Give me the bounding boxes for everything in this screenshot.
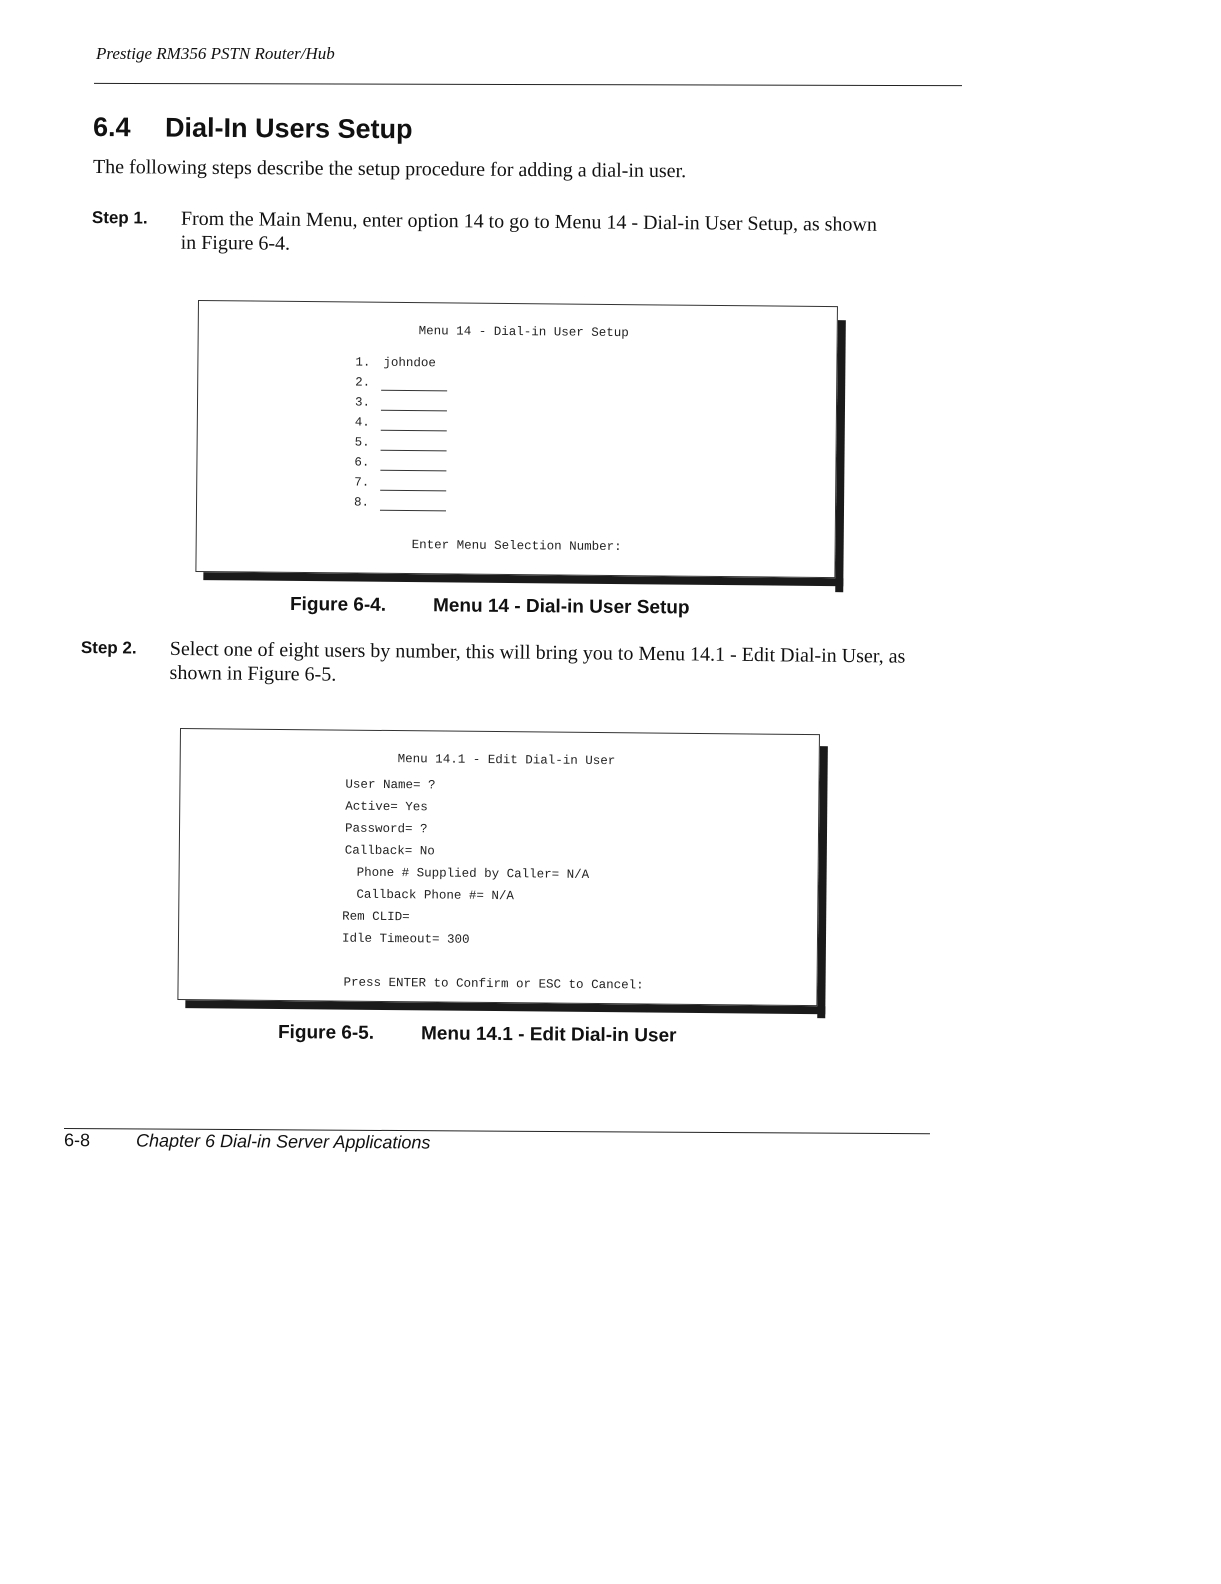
field-rem-clid: Rem CLID= [342, 909, 410, 925]
screen-title: Menu 14.1 - Edit Dial-in User [397, 752, 616, 769]
figure-6-5-screen [177, 728, 820, 1006]
caption-label: Figure 6-4. [289, 594, 387, 616]
page-footer [64, 1130, 431, 1154]
page-number: 6-8 [63, 1130, 91, 1151]
menu-item-number: 4. [354, 415, 370, 430]
running-header: Prestige RM356 PSTN Router/Hub [96, 44, 335, 63]
screen-title: Menu 14 - Dial-in User Setup [418, 324, 629, 341]
caption-title: Menu 14.1 - Edit Dial-in User [420, 1023, 677, 1047]
screen-frame [195, 300, 838, 578]
menu-item-number: 2. [355, 375, 371, 390]
section-heading [93, 112, 413, 145]
field-callback-phone: Callback Phone #= N/A [356, 887, 514, 904]
figure-6-4-caption [290, 594, 690, 619]
step-2 [80, 636, 911, 686]
menu-item-number: 8. [353, 495, 370, 510]
step-text: From the Main Menu, enter option 14 to go to Menu 14 - Dial-in User Setup, as shown in Figure 6-4. [180, 207, 877, 255]
field-active: Active= Yes [345, 799, 428, 815]
caption-label: Figure 6-5. [277, 1022, 375, 1044]
menu-item-number: 3. [354, 395, 371, 410]
field-password: Password= ? [344, 821, 428, 837]
section-number: 6.4 [92, 112, 131, 143]
menu-item-number: 6. [354, 455, 370, 470]
screen-prompt: Press ENTER to Confirm or ESC to Cancel: [343, 975, 644, 993]
menu-item-number: 5. [354, 435, 370, 450]
field-user-name: User Name= ? [345, 777, 436, 793]
chapter-title: Chapter 6 Dial-in Server Applications [135, 1130, 431, 1153]
menu-item-number: 7. [354, 475, 370, 490]
figure-6-5-caption [278, 1022, 677, 1047]
field-callback: Callback= No [344, 843, 435, 859]
figure-6-4-screen [195, 300, 838, 578]
header-rule [94, 83, 962, 86]
menu-item-user: johndoe [383, 355, 436, 371]
field-idle-timeout: Idle Timeout= 300 [341, 931, 470, 947]
step-1 [91, 206, 892, 255]
intro-paragraph: The following steps describe the setup procedure for adding a dial-in user. [92, 156, 687, 183]
step-text: Select one of eight users by number, this will bring you to Menu 14.1 - Edit Dial-in User, as shown in Figure 6-5. [169, 637, 906, 686]
caption-title: Menu 14 - Dial-in User Setup [432, 595, 690, 619]
step-label: Step 1. [91, 207, 148, 228]
section-title: Dial-In Users Setup [164, 112, 413, 145]
step-label: Step 2. [80, 637, 137, 658]
field-phone-supplied: Phone # Supplied by Caller= N/A [356, 865, 590, 882]
screen-prompt: Enter Menu Selection Number: [411, 538, 622, 555]
menu-item-number: 1. [355, 355, 371, 370]
